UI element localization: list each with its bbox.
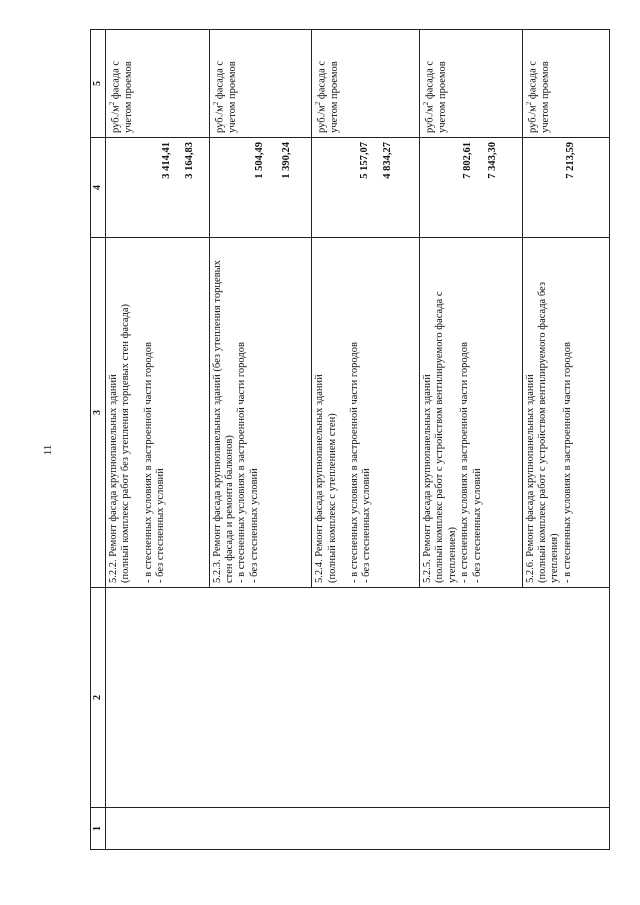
item-title: 5.2.2. Ремонт фасада крупнопанельных зданий [108, 374, 119, 583]
description-cell [312, 238, 420, 588]
value-cell [106, 138, 210, 238]
value-cell [420, 138, 523, 238]
item-subtitle: (полный комплекс работ без утепления торцевых стен фасада) [120, 303, 132, 583]
description-cell [209, 238, 312, 588]
header-col-4: 4 [91, 138, 106, 238]
item-line-2: - без стесненных условий [155, 468, 167, 583]
unit-cell: $руб./м^2$ фасада с учетом проемов [106, 30, 210, 138]
description-cell [106, 238, 210, 588]
value-1: 3 414,41 [161, 142, 172, 179]
value-1: 7 213,59 [564, 142, 576, 179]
item-line-1: - в стесненных условиях в застроенной части городов [236, 342, 248, 583]
value-1: 5 157,07 [359, 142, 371, 179]
unit-cell: $руб./м^2$ фасада с учетом проемов [522, 30, 609, 138]
item-line-1: - в стесненных условиях в застроенной части городов [561, 342, 573, 583]
value-cell [312, 138, 420, 238]
item-line-1: - в стесненных условиях в застроенной части городов [459, 342, 471, 583]
value-cell [522, 138, 609, 238]
value-2: 1 390,24 [280, 142, 292, 179]
item-title: 5.2.3. Ремонт фасада крупнопанельных зданий (без утепления торцевых стен фасада и ремонта балконов) [211, 260, 236, 583]
value-1: 7 802,61 [462, 142, 474, 179]
item-subtitle: (полный комплекс работ с устройством вентилируемого фасада без утепления) [537, 282, 561, 583]
item-line-2: - без стесненных условий [361, 468, 373, 583]
header-col-2: 2 [91, 588, 106, 808]
header-row [91, 30, 106, 850]
table-row [106, 30, 210, 850]
unit-cell: $руб./м^2$ фасада с учетом проемов [209, 30, 312, 138]
header-col-5: 5 [91, 30, 106, 138]
item-line-1: - в стесненных условиях в застроенной части городов [349, 342, 361, 583]
item-subtitle: (полный комплекс работ с устройством вентилируемого фасада с утеплением) [434, 291, 458, 583]
col2-cell [106, 588, 610, 808]
header-col-1: 1 [91, 808, 106, 850]
value-cell [209, 138, 312, 238]
item-title: 5.2.6. Ремонт фасада крупнопанельных зданий [524, 374, 536, 583]
unit-cell: $руб./м^2$ фасада с учетом проемов [312, 30, 420, 138]
item-line-1: - в стесненных условиях в застроенной части городов [142, 342, 154, 583]
rotated-table-container [90, 30, 610, 850]
description-cell [420, 238, 523, 588]
rotated-table-area [90, 30, 610, 850]
value-2: 4 834,27 [382, 142, 394, 179]
value-2: 7 343,30 [487, 142, 499, 179]
price-table [90, 29, 610, 850]
col1-cell [106, 808, 610, 850]
value-1: 1 504,49 [253, 142, 265, 179]
unit-cell: $руб./м^2$ фасада с учетом проемов [420, 30, 523, 138]
item-line-2: - без стесненных условий [471, 468, 483, 583]
item-title: 5.2.4. Ремонт фасада крупнопанельных зданий [314, 374, 326, 583]
header-col-3: 3 [91, 238, 106, 588]
description-cell [522, 238, 609, 588]
value-2: 3 164,83 [184, 142, 195, 179]
item-title: 5.2.5. Ремонт фасада крупнопанельных зданий [422, 374, 434, 583]
page-number: 11 [42, 444, 54, 456]
item-subtitle: (полный комплекс с утеплением стен) [326, 413, 338, 583]
item-line-2: - без стесненных условий [248, 468, 260, 583]
